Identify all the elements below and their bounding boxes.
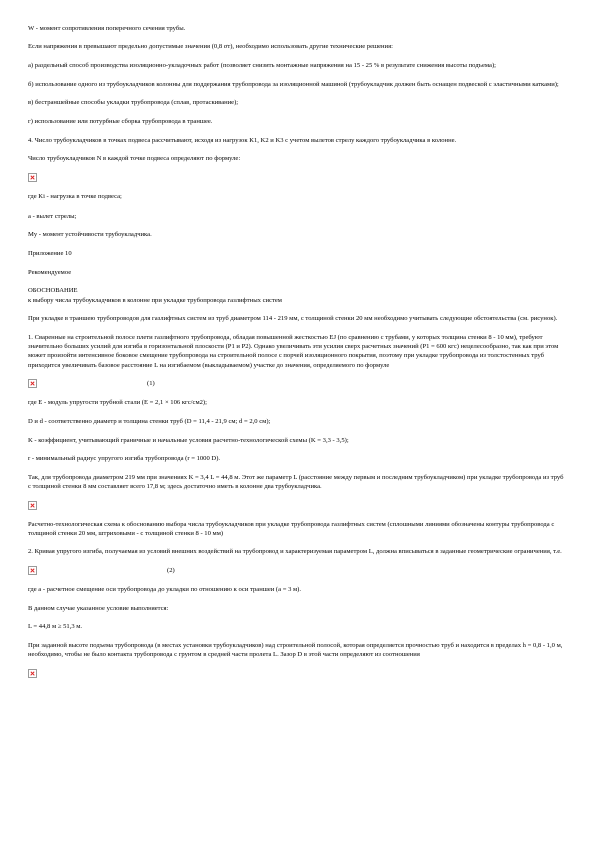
paragraph: a - вылет стрелы; [28, 212, 77, 220]
paragraph: где E - модуль упругости трубной стали (E = 2,1 × 106 кгс/см2); [28, 399, 207, 407]
heading-line: ОБОСНОВАНИЕ [28, 287, 78, 295]
formula-image-block [28, 379, 564, 388]
formula-image-block [28, 173, 564, 182]
paragraph: б) использование одного из трубоукладчиков колонны для поддержания трубопровода за изоляционной машиной (трубоукладчик должен быть оснащен подвеской с эластичными катками); [28, 80, 559, 88]
paragraph: L = 44,8 м ≥ 51,3 м. [28, 623, 83, 631]
formula-image-block [28, 566, 564, 575]
paragraph: Рекомендуемое [28, 268, 72, 276]
broken-image-icon[interactable] [28, 379, 37, 388]
equation-number: (1) [147, 380, 155, 388]
paragraph: r - минимальный радиус упругого изгиба трубопровода (r = 1000 D). [28, 455, 221, 463]
paragraph: W - момент сопротивления поперечного сечения трубы. [28, 24, 186, 32]
paragraph: Если напряжения в превышают предельно допустимые значения (0,8 σт), необходимо использовать другие технические решения: [28, 43, 393, 51]
paragraph: г) использование или потурбные сборка трубопровода в траншее. [28, 118, 213, 126]
paragraph: а) раздельный способ производства изоляционно-укладочных работ (позволяет снизить монтажные напряжения на 15 - 25 % в результате снижения высоты подъема); [28, 61, 496, 69]
paragraph: При заданной высоте подъема трубопровода (в местах установки трубоукладчиков) над строительной полосой, которая определяется прочностью труб и находится в пределах h = 0,8 - 1,0 м, необходимо, чтобы не было контакта трубопровода с грунтом в средней части пролета L. Зазор D в этой части определяют из соотношения [28, 642, 563, 659]
paragraph: Приложение 10 [28, 249, 72, 257]
paragraph: где a - расчетное смещение оси трубопровода до укладки по отношению к оси траншеи (a = 3 м). [28, 585, 302, 593]
paragraph: Расчетно-технологическая схема к обоснованию выбора числа трубоукладчиков при укладке трубопровода газлифтных систем (сплошными линиями обозначены контуры трубопровода с толщиной стенки 20 мм, штриховыми - с толщиной стенки 8 - 10 мм) [28, 520, 555, 537]
paragraph: 1. Сваренные на строительной полосе плети газлифтного трубопровода, обладая повышенной жесткостью EJ (по сравнению с трубами, у которых толщина стенки 8 - 10 мм), требуют значительно больших усилий для изгиба в горизонтальной плоскости (P1 и P2). Однако увеличивать эти усилия сверх расчетных значений (P1 = 600 кгс) нецелесообразно, так как при этом может произойти интенсивное боковое смещение трубопровода на строительной полосе с порчей изоляционного покрытия, поэтому при укладке трубопровода из толстостенных труб приходится увеличивать базовое расстояние L на изгибаемом (выкладываемом) участке до значения, определяемого по формуле [28, 333, 559, 369]
heading-line: к выбору числа трубоукладчиков в колонне при укладке трубопровода газлифтных систем [28, 296, 282, 304]
paragraph: My - момент устойчивости трубоукладчика. [28, 231, 152, 239]
formula-image-block [28, 669, 564, 678]
paragraph: 2. Кривая упругого изгиба, получаемая из условий внешних воздействий на трубопровод и характеризуемая параметром L, должна вписываться в заданные геометрические ограничения, т.е. [28, 548, 562, 556]
paragraph: 4. Число трубоукладчиков в точках подвеса рассчитывают, исходя из нагрузок K1, K2 и K3 с учетом вылетов стрелу каждого трубоукладчика в колонне. [28, 136, 457, 144]
paragraph: D и d - соответственно диаметр и толщина стенки труб (D = 11,4 - 21,9 см; d = 2,0 см); [28, 417, 271, 425]
paragraph: в) бестраншейные способы укладки трубопровода (сплав, протаскивание); [28, 99, 239, 107]
broken-image-icon[interactable] [28, 566, 37, 575]
paragraph: При укладке в траншею трубопроводов для газлифтных систем из труб диаметром 114 - 219 мм, с толщиной стенки 20 мм необходимо учитывать следующие обстоятельства (см. рисунок). [28, 315, 558, 323]
paragraph: Так, для трубопровода диаметром 219 мм при значениях K = 3,4 L = 44,8 м. Этот же параметр L (расстояние между первым и последним трубоукладчиком) при укладке трубопровода из труб с толщиной стенки 8 мм составляет всего 17,8 м; здесь достаточно иметь в колонне два трубоукладчика. [28, 473, 564, 491]
heading-block [28, 286, 564, 304]
equation-number: (2) [167, 567, 175, 575]
broken-image-icon[interactable] [28, 501, 37, 510]
paragraph: где Ki - нагрузка в точке подвеса; [28, 193, 122, 201]
document-page [28, 14, 564, 678]
paragraph: В данном случае указанное условие выполняется: [28, 604, 169, 612]
figure-image-block [28, 501, 564, 510]
broken-image-icon[interactable] [28, 173, 37, 182]
broken-image-icon[interactable] [28, 669, 37, 678]
paragraph: K - коэффициент, учитывающий граничные и начальные условия расчетно-технологической схемы (K = 3,3 - 3,5); [28, 436, 349, 444]
paragraph: Число трубоукладчиков N в каждой точке подвеса определяют по формуле: [28, 155, 241, 163]
